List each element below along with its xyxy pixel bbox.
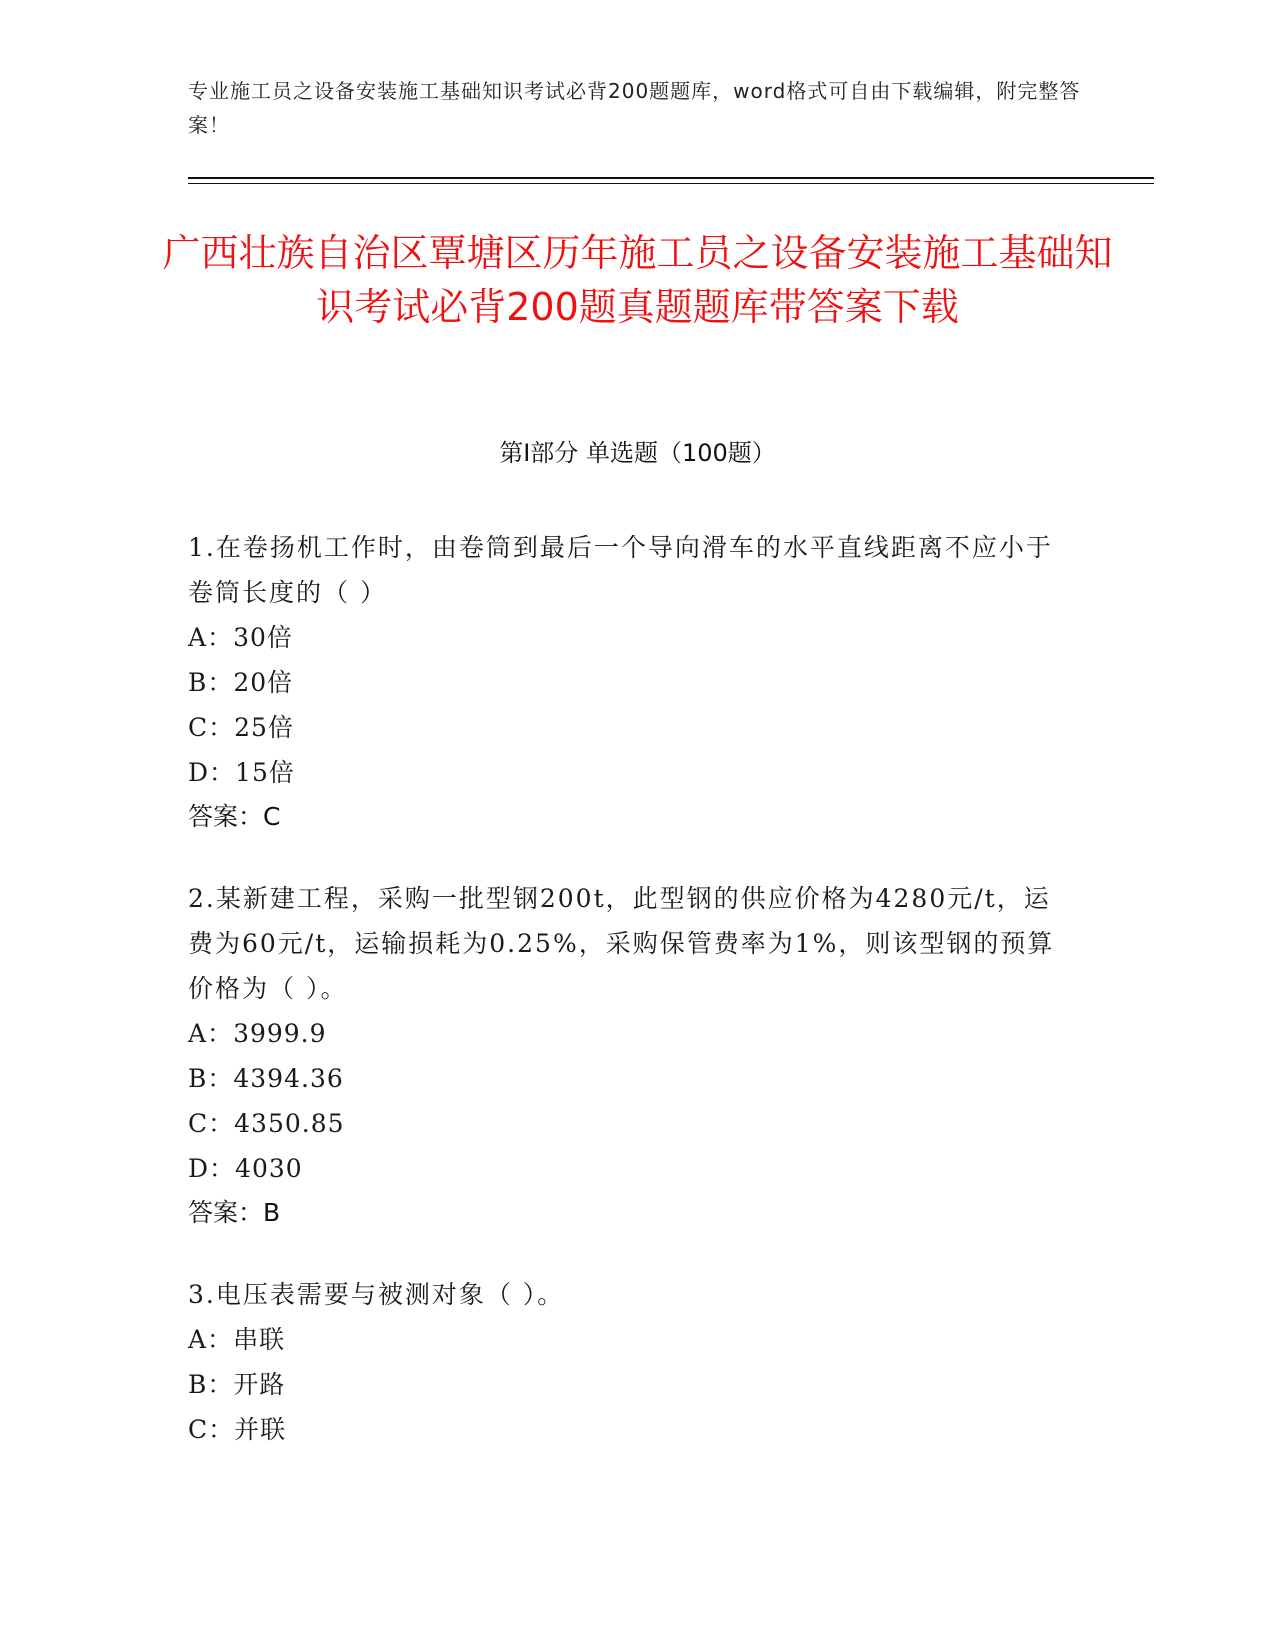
question-stem: 3.电压表需要与被测对象（ ）。 [188,1280,565,1309]
option-key: A： [188,1325,234,1354]
question-list [188,525,1068,1489]
answer-label: 答案： [188,802,264,831]
option-key: B： [188,668,234,697]
option-a [188,615,1068,660]
option-key: B： [188,1370,234,1399]
answer-line [188,1191,1068,1235]
option-b [188,1362,1068,1407]
option-b [188,660,1068,705]
option-key: C： [188,1415,235,1444]
answer-line [188,795,1068,839]
option-text: 4394.36 [233,1064,344,1093]
option-key: C： [188,1109,235,1138]
option-text: 4350.85 [234,1109,345,1138]
option-d [188,1146,1068,1191]
section-heading: 第I部分 单选题（100题） [499,439,776,467]
option-a [188,1317,1068,1362]
option-d [188,750,1068,795]
option-key: B： [188,1064,234,1093]
option-text: 3999.9 [233,1019,327,1048]
document-title: 广西壮族自治区覃塘区历年施工员之设备安装施工基础知识考试必背200题真题题库带答案下载 [162,231,1113,329]
question-3 [188,1272,1068,1452]
option-text: 并联 [234,1415,287,1444]
answer-label: 答案： [188,1198,264,1227]
option-c [188,1407,1068,1452]
option-c [188,705,1068,750]
option-key: A： [188,1019,234,1048]
option-text: 串联 [233,1325,286,1354]
option-key: D： [188,1154,236,1183]
answer-value: B [263,1198,281,1227]
option-text: 开路 [233,1370,286,1399]
option-text: 15倍 [235,758,295,787]
option-text: 25倍 [234,713,294,742]
question-stem: 2.某新建工程，采购一批型钢200t，此型钢的供应价格为4280元/t，运费为60元/t，运输损耗为0.25%，采购保管费率为1%，则该型钢的预算价格为（ ）。 [188,884,1055,1003]
option-b [188,1056,1068,1101]
header-rule-thick [188,177,1154,179]
option-a [188,1011,1068,1056]
question-1 [188,525,1068,839]
question-2 [188,876,1068,1235]
question-stem: 1.在卷扬机工作时，由卷筒到最后一个导向滑车的水平直线距离不应小于卷筒长度的（ ） [188,533,1053,607]
option-text: 30倍 [233,623,293,652]
option-c [188,1101,1068,1146]
option-key: C： [188,713,235,742]
option-text: 4030 [235,1154,303,1183]
header-rule-thin [188,183,1154,184]
header-note: 专业施工员之设备安装施工基础知识考试必背200题题库，word格式可自由下载编辑，附完整答案！ [188,79,1081,137]
option-text: 20倍 [233,668,294,697]
option-key: A： [188,623,234,652]
option-key: D： [188,758,236,787]
answer-value: C [263,802,281,831]
